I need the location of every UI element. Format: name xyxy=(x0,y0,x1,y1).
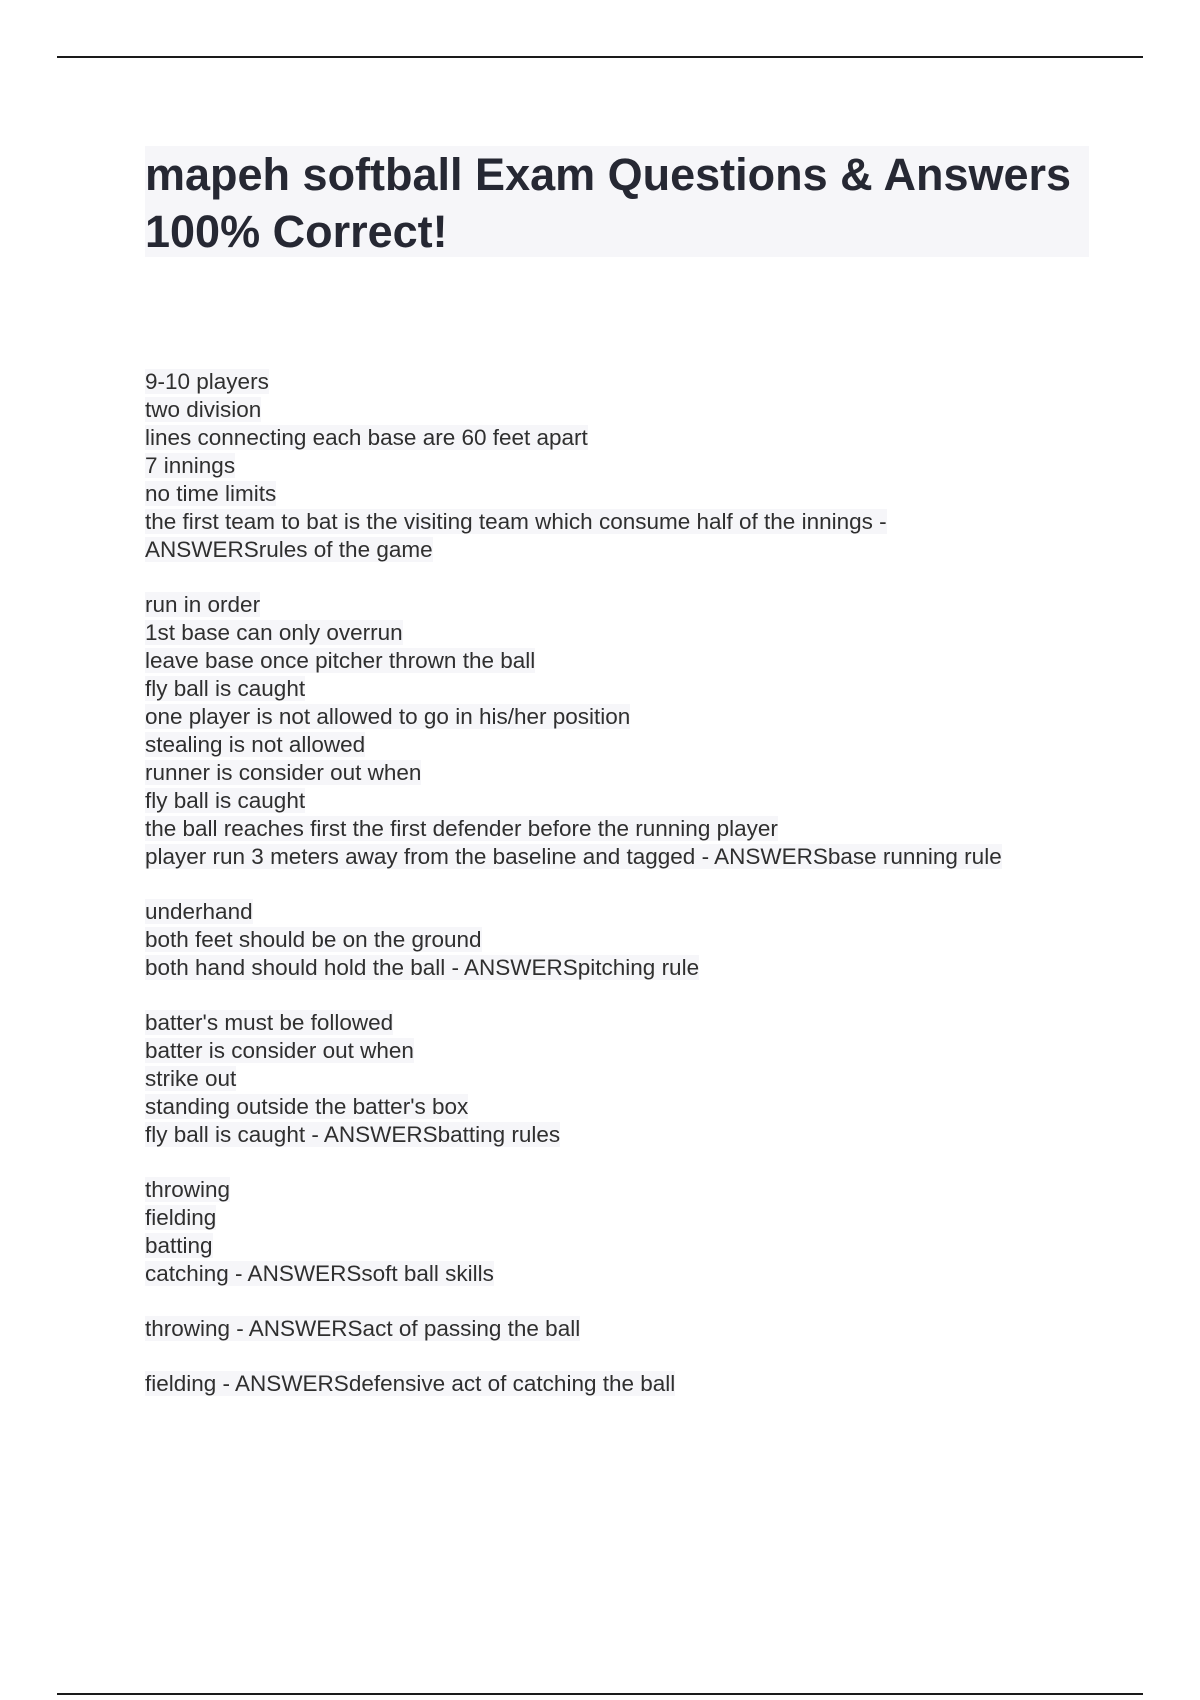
qa-line xyxy=(145,591,1085,619)
qa-line xyxy=(145,1093,1085,1121)
qa-line-text: catching - ANSWERSsoft ball skills xyxy=(145,1261,494,1286)
qa-line xyxy=(145,815,1085,843)
qa-line xyxy=(145,1065,1085,1093)
qa-line-text: batter's must be followed xyxy=(145,1010,394,1035)
qa-line xyxy=(145,898,1085,926)
qa-line-text: runner is consider out when xyxy=(145,760,422,785)
qa-line-text: two division xyxy=(145,397,262,422)
qa-line-text: standing outside the batter's box xyxy=(145,1094,469,1119)
qa-line-text: batting xyxy=(145,1233,213,1258)
qa-line xyxy=(145,731,1085,759)
qa-line xyxy=(145,480,1085,508)
page-title: mapeh softball Exam Questions & Answers 100% Correct! xyxy=(145,149,1072,257)
qa-line xyxy=(145,1176,1085,1204)
qa-line-text: both hand should hold the ball - ANSWERSpitching rule xyxy=(145,955,700,980)
qa-line xyxy=(145,954,1085,982)
qa-line xyxy=(145,396,1085,424)
qa-line xyxy=(145,759,1085,787)
qa-line-text: underhand xyxy=(145,899,253,924)
qa-block xyxy=(145,368,1085,564)
qa-list xyxy=(145,368,1085,1425)
qa-line xyxy=(145,1315,1085,1343)
qa-line-text: ANSWERSrules of the game xyxy=(145,537,433,562)
qa-block xyxy=(145,591,1085,871)
qa-block xyxy=(145,898,1085,982)
qa-line xyxy=(145,1009,1085,1037)
qa-line xyxy=(145,647,1085,675)
qa-line-text: throwing xyxy=(145,1177,231,1202)
qa-line-text: batter is consider out when xyxy=(145,1038,414,1063)
qa-line-text: throwing - ANSWERSact of passing the ball xyxy=(145,1316,581,1341)
qa-line xyxy=(145,1260,1085,1288)
qa-block xyxy=(145,1009,1085,1149)
qa-line xyxy=(145,508,1085,536)
qa-line-text: fielding - ANSWERSdefensive act of catching the ball xyxy=(145,1371,676,1396)
qa-line-text: stealing is not allowed xyxy=(145,732,366,757)
qa-line-text: fly ball is caught - ANSWERSbatting rules xyxy=(145,1122,561,1147)
qa-line-text: fielding xyxy=(145,1205,217,1230)
qa-line-text: player run 3 meters away from the baseline and tagged - ANSWERSbase running rule xyxy=(145,844,1002,869)
qa-line xyxy=(145,843,1085,871)
qa-line xyxy=(145,619,1085,647)
qa-line-text: the ball reaches first the first defender before the running player xyxy=(145,816,778,841)
qa-line-text: no time limits xyxy=(145,481,277,506)
qa-line xyxy=(145,1232,1085,1260)
qa-line xyxy=(145,424,1085,452)
bottom-rule xyxy=(57,1693,1143,1695)
qa-line xyxy=(145,703,1085,731)
qa-line xyxy=(145,536,1085,564)
qa-line xyxy=(145,452,1085,480)
qa-line-text: one player is not allowed to go in his/her position xyxy=(145,704,631,729)
qa-line xyxy=(145,1121,1085,1149)
qa-line-text: the first team to bat is the visiting team which consume half of the innings - xyxy=(145,509,887,534)
qa-line xyxy=(145,787,1085,815)
qa-line-text: 1st base can only overrun xyxy=(145,620,403,645)
qa-line-text: 7 innings xyxy=(145,453,236,478)
qa-line-text: fly ball is caught xyxy=(145,676,306,701)
qa-block xyxy=(145,1176,1085,1288)
qa-line-text: lines connecting each base are 60 feet apart xyxy=(145,425,588,450)
qa-line-text: both feet should be on the ground xyxy=(145,927,482,952)
top-rule xyxy=(57,56,1143,58)
qa-line-text: run in order xyxy=(145,592,261,617)
qa-line xyxy=(145,1037,1085,1065)
qa-line-text: strike out xyxy=(145,1066,237,1091)
qa-line xyxy=(145,368,1085,396)
qa-line xyxy=(145,1370,1085,1398)
qa-line xyxy=(145,675,1085,703)
qa-block xyxy=(145,1315,1085,1343)
qa-block xyxy=(145,1370,1085,1398)
qa-line-text: leave base once pitcher thrown the ball xyxy=(145,648,536,673)
qa-line-text: 9-10 players xyxy=(145,369,269,394)
qa-line xyxy=(145,1204,1085,1232)
qa-line-text: fly ball is caught xyxy=(145,788,306,813)
qa-line xyxy=(145,926,1085,954)
